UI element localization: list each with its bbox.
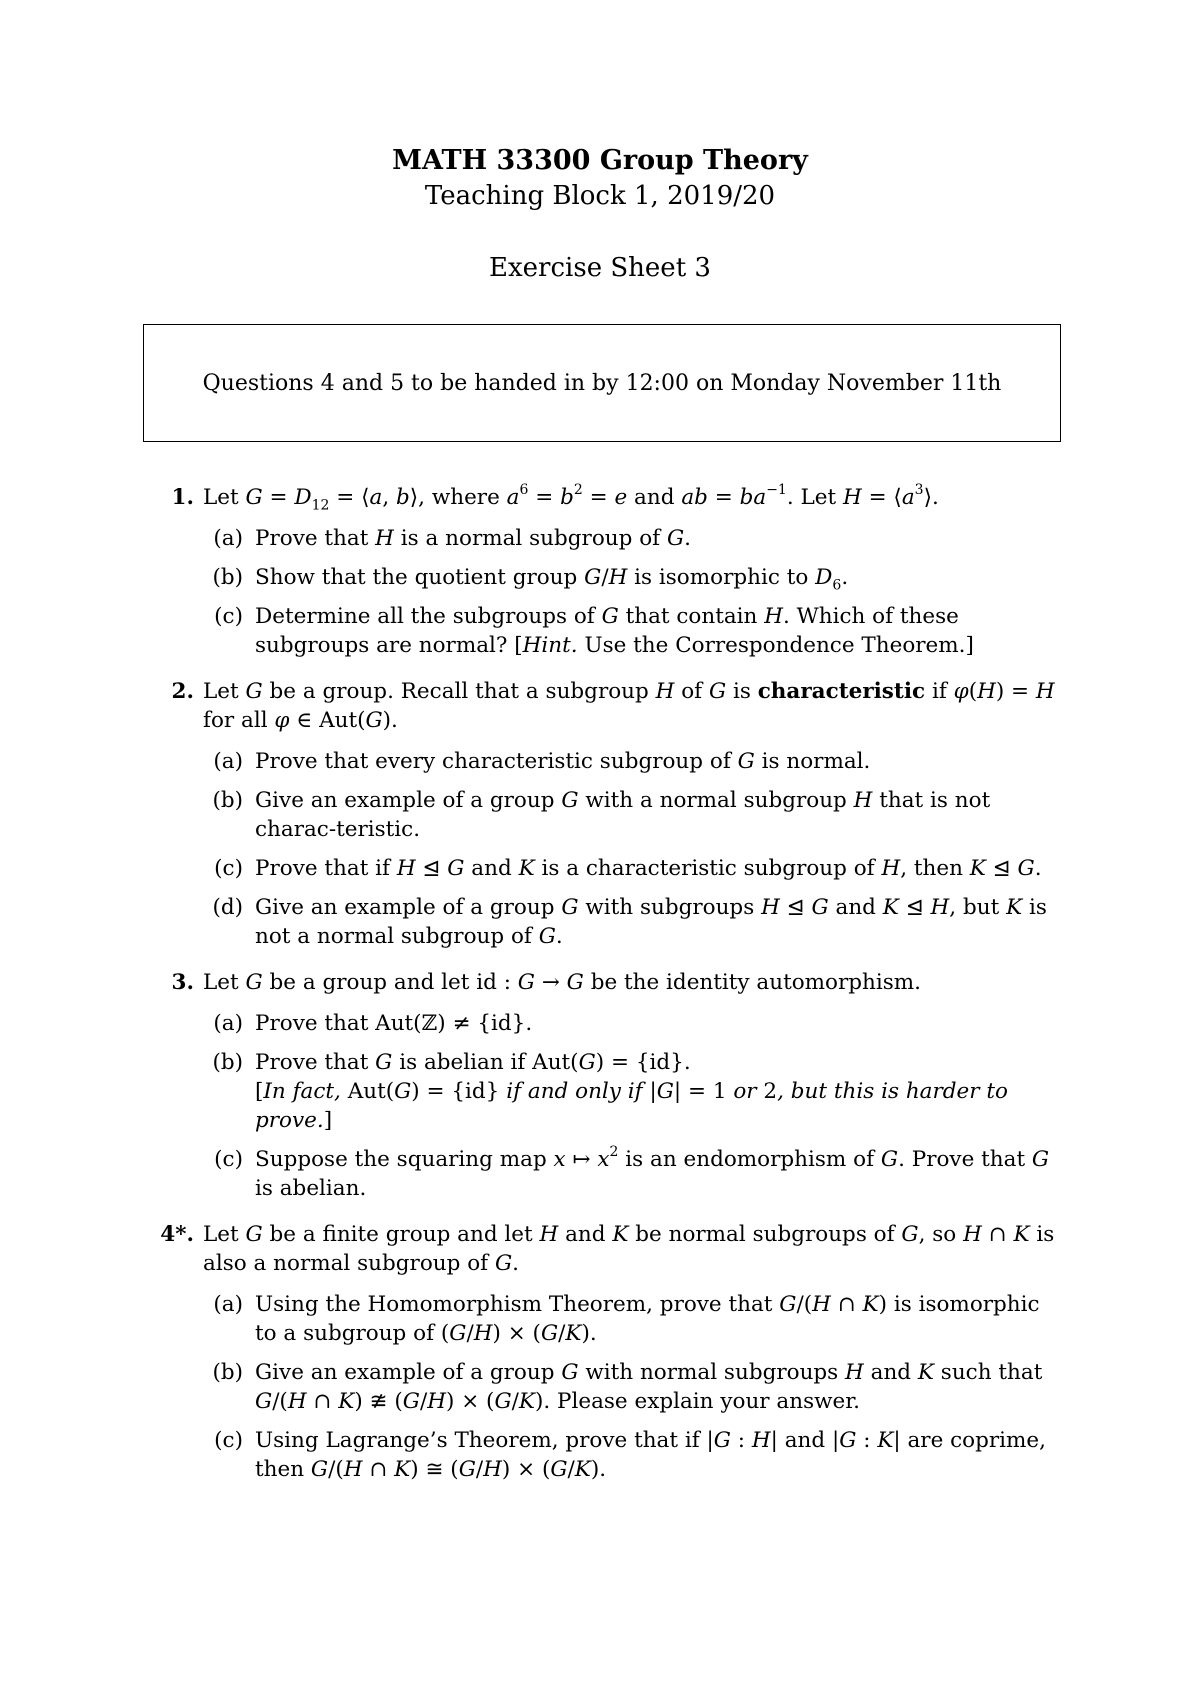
question-part	[203, 1358, 1062, 1416]
part-label: (c)	[214, 856, 243, 881]
part-text: Suppose the squaring map x ↦ $x^2$ is an endomorphism of G. Prove that G is abelian.	[255, 1143, 1050, 1201]
part-text: Using the Homomorphism Theorem, prove that G/(H ∩ K) is isomorphic to a subgroup of (G/H) × (G/K).	[255, 1292, 1040, 1346]
part-label: (b)	[212, 1050, 243, 1075]
question-2	[150, 677, 1062, 951]
part-text: Using Lagrange’s Theorem, prove that if |G : H| and |G : K| are coprime, then G/(H ∩ K) ≅ (G/H) × (G/K).	[255, 1428, 1046, 1482]
part-label: (a)	[213, 1011, 243, 1036]
question-part	[203, 854, 1062, 883]
part-label: (c)	[214, 1147, 243, 1172]
question-part	[203, 1426, 1062, 1484]
part-label: (a)	[213, 1292, 243, 1317]
part-text: Prove that G is abelian if Aut(G) = {id}. [In fact, Aut(G) = {id} if and only if |G| = 1 or 2, but this is harder to prove.]	[255, 1050, 1008, 1133]
page-title: MATH 33300 Group Theory	[392, 145, 808, 176]
hand-in-notice-text: Questions 4 and 5 to be handed in by 12:00 on Monday November 11th	[202, 370, 1002, 396]
question-number: 4*.	[160, 1222, 194, 1247]
question-stem: Let G be a group. Recall that a subgroup H of G is characteristic if φ(H) = H for all φ ∈ Aut(G).	[203, 679, 1055, 733]
question-number: 2.	[171, 679, 194, 704]
part-label: (a)	[213, 749, 243, 774]
question-1	[150, 483, 1062, 660]
question-part	[203, 786, 1062, 844]
part-text: Prove that if H ⊴ G and K is a characteristic subgroup of H, then K ⊴ G.	[255, 856, 1042, 881]
question-part	[203, 747, 1062, 776]
part-text: Give an example of a group G with a normal subgroup H that is not charac-teristic.	[255, 788, 991, 842]
question-part	[203, 893, 1062, 951]
question-part	[203, 1290, 1062, 1348]
part-text: Determine all the subgroups of G that contain H. Which of these subgroups are normal? [Hint. Use the Correspondence Theorem.]	[255, 604, 974, 658]
page-subtitle: Teaching Block 1, 2019/20	[424, 181, 776, 211]
question-part	[203, 524, 1062, 553]
question-parts	[203, 1290, 1062, 1484]
part-label: (c)	[214, 1428, 243, 1453]
question-stem: Let $G = D_{12}$ = ⟨a, b⟩, where $a^6 = b^2 = e$ and ab = $ba^{-1}$. Let $H = ⟨a^3⟩$.	[203, 481, 939, 514]
question-3	[150, 968, 1062, 1203]
question-part	[203, 563, 1062, 592]
question-number: 3.	[171, 970, 194, 995]
part-text: Show that the quotient group G/H is isomorphic to $D_6$.	[255, 565, 849, 594]
question-4	[150, 1220, 1062, 1484]
question-part	[203, 602, 1062, 660]
part-label: (c)	[214, 604, 243, 629]
part-text: Prove that Aut(ℤ) ≠ {id}.	[255, 1011, 533, 1036]
part-label: (b)	[212, 788, 243, 813]
question-stem: Let G be a group and let id : G → G be the identity automorphism.	[203, 970, 922, 995]
part-label: (b)	[212, 1360, 243, 1385]
question-stem: Let G be a finite group and let H and K be normal subgroups of G, so H ∩ K is also a normal subgroup of G.	[203, 1222, 1055, 1276]
part-text: Give an example of a group G with normal subgroups H and K such that G/(H ∩ K) ≇ (G/H) × (G/K). Please explain your answer.	[255, 1360, 1043, 1414]
sheet-title: Exercise Sheet 3	[489, 253, 711, 283]
question-parts	[203, 747, 1062, 951]
part-label: (d)	[212, 895, 243, 920]
part-text: Prove that every characteristic subgroup of G is normal.	[255, 749, 871, 774]
question-part	[203, 1145, 1062, 1203]
question-number: 1.	[171, 485, 194, 510]
part-text: Prove that H is a normal subgroup of G.	[255, 526, 691, 551]
question-parts	[203, 524, 1062, 660]
question-parts	[203, 1009, 1062, 1203]
question-part	[203, 1009, 1062, 1038]
question-part	[203, 1048, 1062, 1135]
part-label: (a)	[213, 526, 243, 551]
part-label: (b)	[212, 565, 243, 590]
part-text: Give an example of a group G with subgroups H ⊴ G and K ⊴ H, but K is not a normal subgroup of G.	[255, 895, 1047, 949]
question-list	[150, 483, 1062, 1501]
hand-in-notice-box	[143, 324, 1061, 442]
